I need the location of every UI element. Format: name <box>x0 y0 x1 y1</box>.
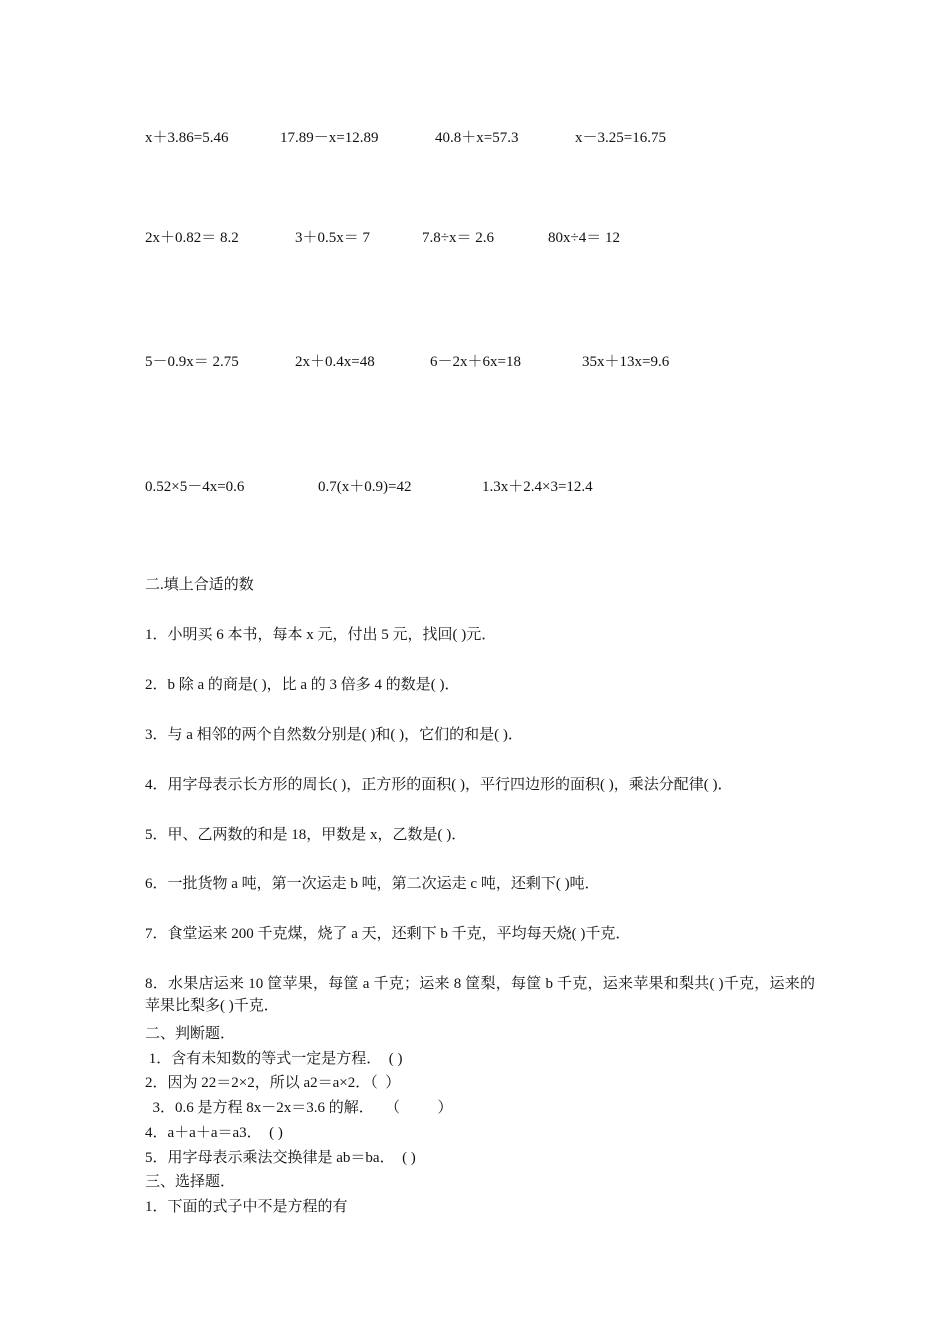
equation: 40.8＋x=57.3 <box>435 130 519 146</box>
section-heading-judge: 二、判断题． <box>145 1026 236 1042</box>
section-heading-fill: 二.填上合适的数 <box>145 577 254 593</box>
equation: 2x＋0.82＝ 8.2 <box>145 230 239 246</box>
equation: 0.7(x＋0.9)=42 <box>318 479 412 495</box>
judge-item: 2．因为 22＝2×2，所以 a2＝a×2．（ ） <box>145 1075 401 1091</box>
equation: 6－2x＋6x=18 <box>430 354 521 370</box>
fill-item: 5．甲、乙两数的和是 18，甲数是 x，乙数是( )． <box>145 827 467 843</box>
fill-item: 2．b 除 a 的商是( )，比 a 的 3 倍多 4 的数是( )． <box>145 677 460 693</box>
judge-item: 3．0.6 是方程 8x－2x＝3.6 的解． （ ） <box>145 1100 453 1116</box>
equation: x－3.25=16.75 <box>575 130 666 146</box>
fill-item: 7．食堂运来 200 千克煤，烧了 a 天，还剩下 b 千克，平均每天烧( )千克． <box>145 926 631 942</box>
equation: 2x＋0.4x=48 <box>295 354 375 370</box>
fill-item: 1．小明买 6 本书，每本 x 元，付出 5 元，找回( )元． <box>145 627 497 643</box>
equation: 35x＋13x=9.6 <box>582 354 670 370</box>
equation: 80x÷4＝ 12 <box>548 230 620 246</box>
judge-item: 4．a＋a＋a＝a3． ( ) <box>145 1125 283 1141</box>
equation: 7.8÷x＝ 2.6 <box>422 230 494 246</box>
equation: 1.3x＋2.4×3=12.4 <box>482 479 593 495</box>
equation: 3＋0.5x＝ 7 <box>295 230 371 246</box>
judge-item: 5．用字母表示乘法交换律是 ab＝ba． ( ) <box>145 1150 416 1166</box>
section-heading-choice: 三、选择题． <box>145 1174 236 1190</box>
choice-item: 1．下面的式子中不是方程的有 <box>145 1199 348 1215</box>
fill-item: 3．与 a 相邻的两个自然数分别是( )和( )，它们的和是( )． <box>145 727 523 743</box>
fill-item: 4．用字母表示长方形的周长( )，正方形的面积( )，平行四边形的面积( )，乘法分配律( )． <box>145 777 733 793</box>
judge-item: 1．含有未知数的等式一定是方程． ( ) <box>145 1051 403 1067</box>
equation: 17.89－x=12.89 <box>280 130 379 146</box>
equation: x＋3.86=5.46 <box>145 130 229 146</box>
fill-item: 8．水果店运来 10 筐苹果，每筐 a 千克；运来 8 筐梨，每筐 b 千克，运来苹果和梨共( )千克，运来的苹果比梨多( )千克． <box>145 976 815 1014</box>
equation: 5－0.9x＝ 2.75 <box>145 354 239 370</box>
equation: 0.52×5－4x=0.6 <box>145 479 245 495</box>
fill-item: 6．一批货物 a 吨，第一次运走 b 吨，第二次运走 c 吨，还剩下( )吨． <box>145 876 600 892</box>
